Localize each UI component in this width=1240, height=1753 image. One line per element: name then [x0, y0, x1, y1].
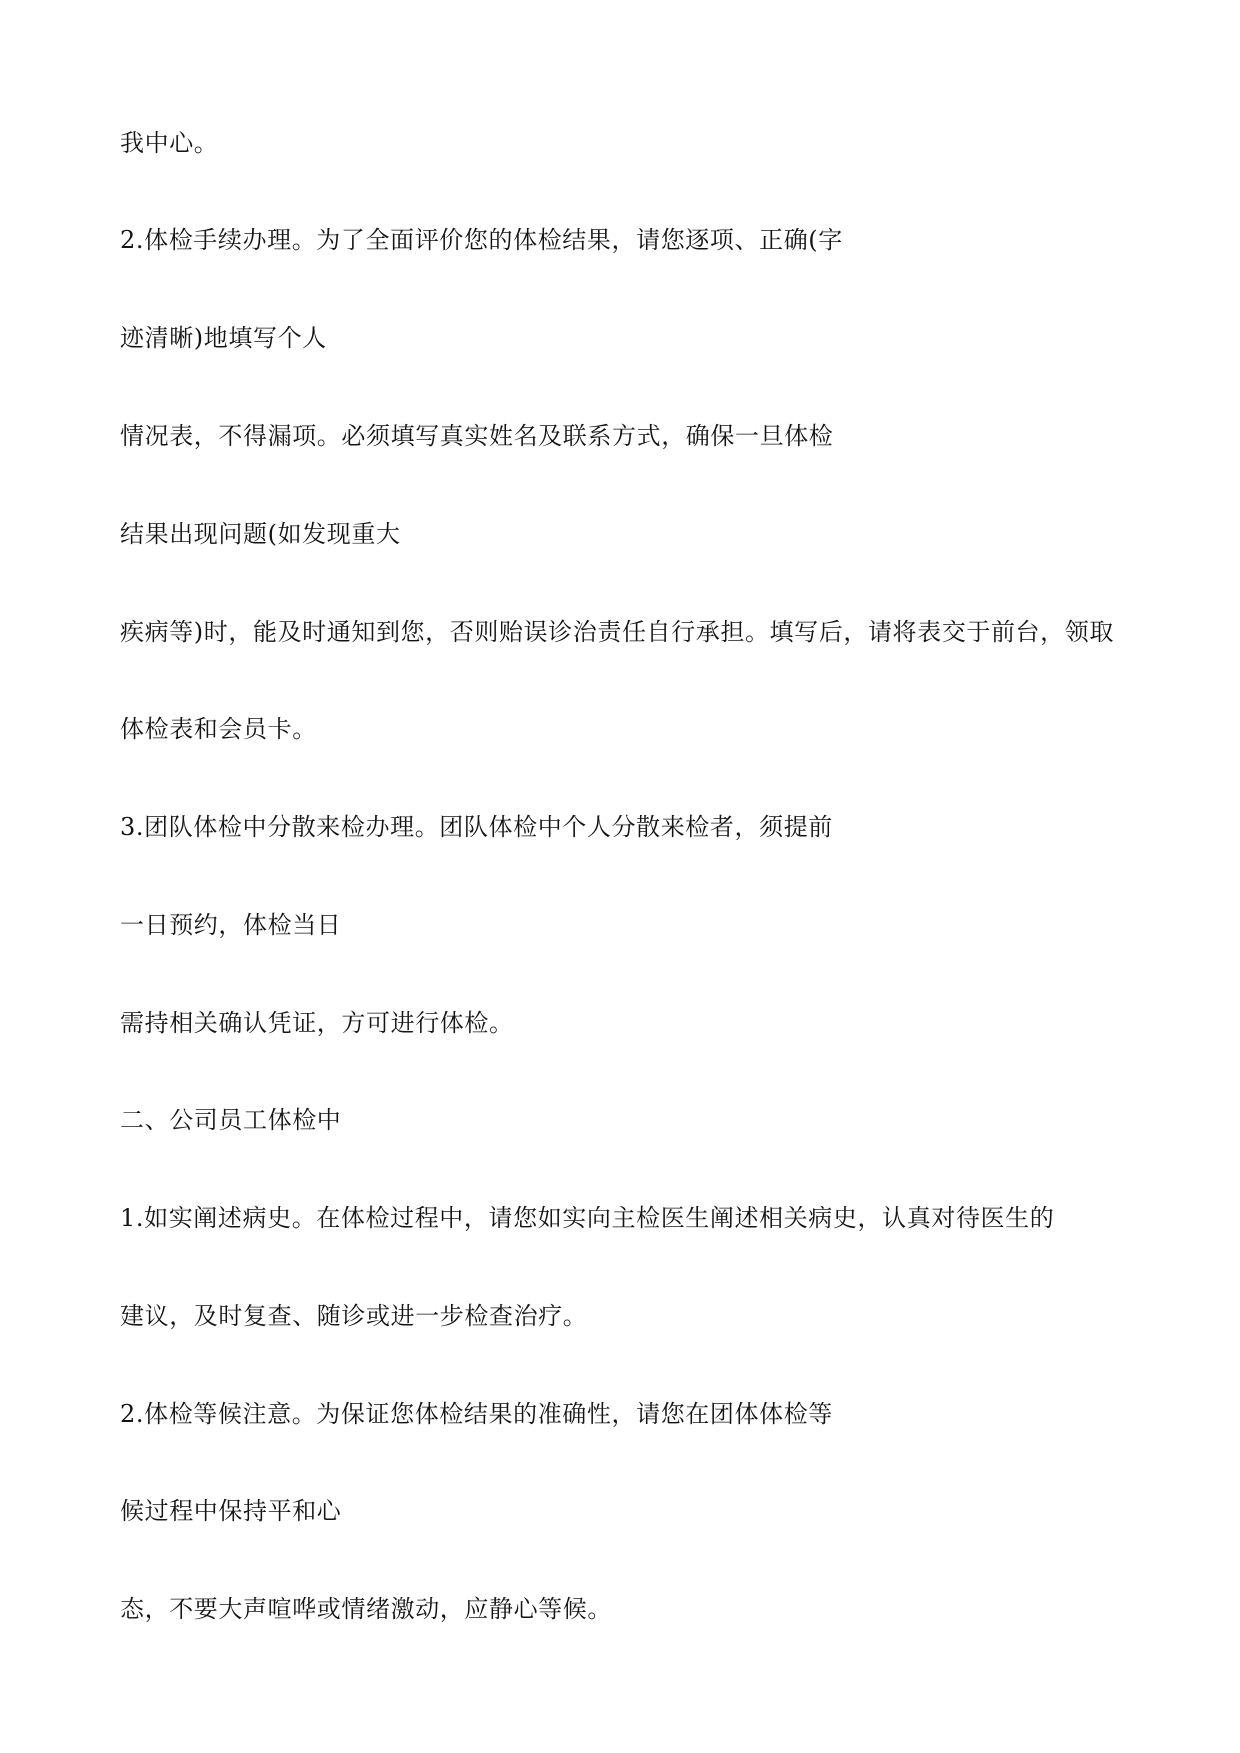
paragraph-line: 结果出现问题(如发现重大	[120, 520, 401, 548]
paragraph-line: 2.体检手续办理。为了全面评价您的体检结果，请您逐项、正确(字	[120, 226, 843, 254]
paragraph-line: 体检表和会员卡。	[120, 715, 317, 743]
paragraph-line: 候过程中保持平和心	[120, 1497, 342, 1525]
paragraph-line: 2.体检等候注意。为保证您体检结果的准确性，请您在团体体检等	[120, 1400, 833, 1428]
paragraph-line: 我中心。	[120, 129, 219, 157]
section-heading: 二、公司员工体检中	[120, 1106, 342, 1134]
paragraph-line: 一日预约，体检当日	[120, 911, 342, 939]
paragraph-line: 态，不要大声喧哗或情绪激动，应静心等候。	[120, 1595, 612, 1623]
paragraph-line: 情况表，不得漏项。必须填写真实姓名及联系方式，确保一旦体检	[120, 422, 834, 450]
paragraph-line: 疾病等)时，能及时通知到您，否则贻误诊治责任自行承担。填写后，请将表交于前台，领取	[120, 618, 1114, 646]
paragraph-line: 迹清晰)地填写个人	[120, 324, 327, 352]
paragraph-line: 1.如实阐述病史。在体检过程中，请您如实向主检医生阐述相关病史，认真对待医生的	[120, 1204, 1055, 1232]
paragraph-line: 需持相关确认凭证，方可进行体检。	[120, 1009, 514, 1037]
paragraph-line: 3.团队体检中分散来检办理。团队体检中个人分散来检者，须提前	[120, 813, 833, 841]
paragraph-line: 建议，及时复查、随诊或进一步检查治疗。	[120, 1302, 588, 1330]
